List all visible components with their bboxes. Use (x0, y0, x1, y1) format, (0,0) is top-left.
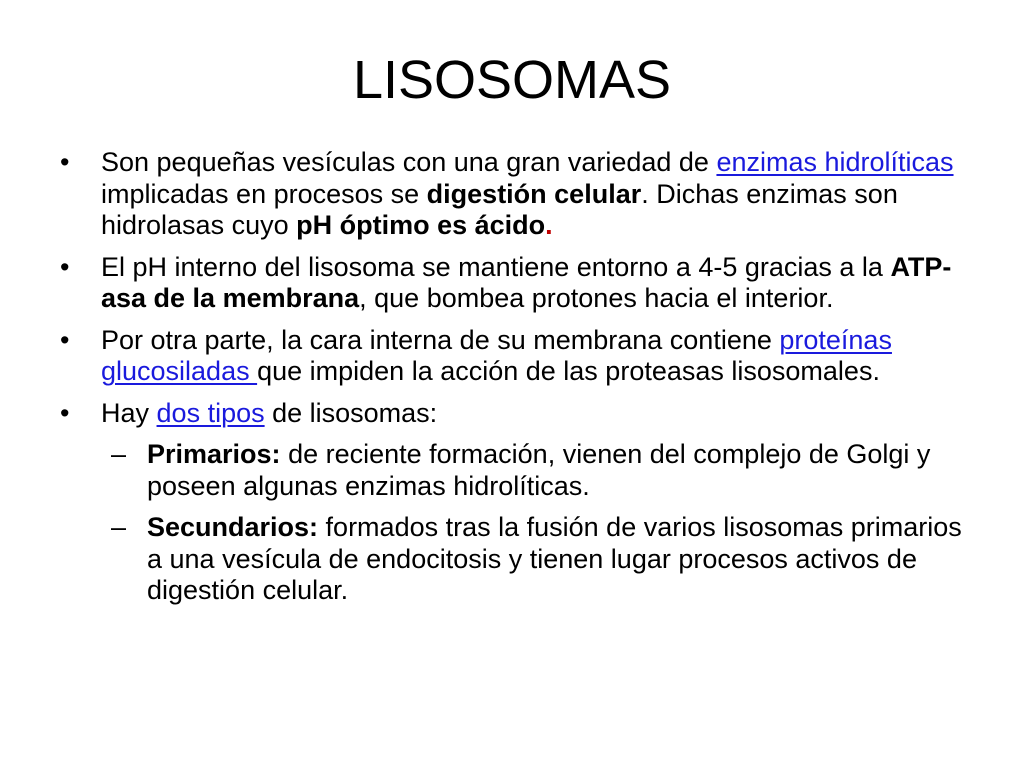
bold-text: ATP-asa de la membrana (101, 251, 952, 313)
bullet-marker: • (60, 147, 70, 177)
bold-text: digestión celular (426, 178, 642, 209)
link-dos-tipos[interactable]: dos tipos (156, 397, 265, 428)
bullet-text: de lisosomas: (264, 397, 438, 428)
slide-body (58, 147, 978, 617)
bullet-item (58, 252, 978, 315)
bold-text: pH óptimo es ácido (296, 210, 546, 240)
bullet-text: implicadas en procesos se (101, 178, 427, 209)
sub-bullet-text: de reciente formación, vienen del complejo de Golgi y poseen algunas enzimas hidrolíticas. (147, 439, 931, 501)
bullet-text: El pH interno del lisosoma se mantiene entorno a 4-5 gracias a la (101, 251, 891, 282)
bullet-item (58, 398, 978, 430)
bold-text: Primarios: (147, 439, 281, 469)
bullet-marker: • (60, 324, 70, 355)
sub-bullet-item (58, 512, 978, 607)
dash-marker: – (111, 439, 127, 469)
bullet-item (58, 147, 978, 242)
link-proteinas-glucosiladas[interactable]: proteínas glucosiladas (101, 324, 892, 386)
dash-marker: – (111, 512, 127, 542)
sub-bullet-text: formados tras la fusión de varios lisosomas primarios a una vesícula de endocitosis y tienen lugar procesos activos de digestión celular. (147, 512, 962, 605)
bullet-text: Hay (101, 397, 157, 428)
sub-bullet-item (58, 439, 978, 502)
red-period: . (545, 210, 553, 240)
bold-text: Secundarios: (147, 512, 319, 542)
bullet-text: Por otra parte, la cara interna de su membrana contiene (101, 324, 780, 355)
bullet-text: . Dichas enzimas son hidrolasas cuyo (101, 178, 898, 240)
bullet-item (58, 325, 978, 388)
bullet-text: que impiden la acción de las proteasas lisosomales. (257, 356, 880, 386)
link-enzimas-hidroliticas[interactable]: enzimas hidrolíticas (716, 147, 954, 177)
bullet-marker: • (60, 251, 70, 282)
slide-title: LISOSOMAS (352, 50, 672, 110)
bullet-text: Son pequeñas vesículas con una gran variedad de (101, 147, 717, 177)
bullet-text: , que bombea protones hacia el interior. (359, 283, 834, 313)
bullet-marker: • (60, 397, 70, 428)
